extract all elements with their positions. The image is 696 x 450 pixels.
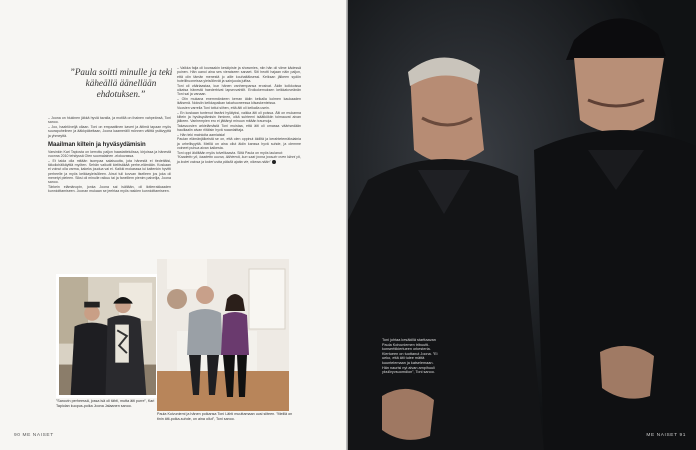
text-column-right — [177, 66, 301, 164]
paragraph: Paulan elämänjälkeistä se on, että olen oppinut äidiltä ja kerahtetemäksiainia ja urhellisyyttä. Meillä on aina ollut äidin kanssa hyvä suhde, ja olemme voineet puhua aivan kaikesta. — [177, 137, 301, 151]
paragraph-quote — [177, 155, 301, 164]
paragraph: Vuosien varrella Toni tottui siihen, että äiti oli keikalla usein. — [177, 105, 270, 110]
right-page-caption: Toni johtaa kesäkillä starttaavan Paula Koivuniemen tribuutti-konserttikiertueen orkesteria. Kiertueen on tuottanut Joona. ”Ei ueko, että äiti tulee mättä kuuntelemaan ja katselemaan. Hän naurisi nyt aivan ampihuuli yksiöryvsuomdion”, Toni sanoo. — [382, 338, 438, 375]
pull-quote: ”Paula soitti minulle ja teki käheällä äänellään ehdotuksen.” — [69, 67, 173, 99]
end-mark-icon — [272, 160, 276, 164]
paragraph: Tärkein elämänopin, jonka Joona sai isältään, oli ilotlerrakkaaden kunnioittamiseen. Joonan mukaan se jeehtaa myös raskien kunnioittamiseen. — [48, 185, 171, 194]
page-folio-left: 90 ME NAISET — [14, 433, 54, 438]
page-folio-right: ME NAISET 91 — [646, 433, 686, 438]
paragraph: – En koskaan tuntenut itseäni hylätyksi, vaikka äiti oli poissa. Äiti on mukanna kiltein ja hyväsydämisin ihminen, oikä suhteeni isäätkökiin toimauvat aivan jälkeen. Vanhempien ero ei jättänyt minuun mitään traumoja. — [177, 110, 301, 124]
paragraph: – Hän teki mainioita aamiaisia! — [177, 132, 226, 137]
text-column-left — [48, 116, 171, 194]
photo1-caption: ”Sanovin perheessä, jossa isä oli tähti, mutta äiti purre”, Kari Tapiolan kuopus-poika Joona Jalaanen sanoo. — [56, 399, 155, 408]
portrait-photo — [348, 0, 696, 450]
paragraph: Takavuosien arkielämästä Toni muistaa, että äiti oli omassa väärisedään hauiliaaiin aivan riitäisin hyvä ruaanlaittaja. — [177, 123, 301, 133]
photo-joona-and-kari — [56, 274, 159, 398]
paragraph: – Joo, haahtöveljä ollaan. Toni on empaattinen kaveri ja äitimä tapaan myös suurapuhelinen ja ääkkpäkeitaan, Joona kaamerälli mönnen välittä ystävyyttä ja yhmeyttä. — [48, 124, 171, 138]
paragraph: – Joona on hiukinen jäkkä hyviä tavalla, ja motillä on ihainen vahpeänsä, Toni sanoo. — [48, 116, 171, 125]
quote-text: "Kaadetto yö, kaadetto uuvoa, äähteroä, kun saat joona joosuin oven kiinni yö, ja kokei vaiosa ja kokei ustta pälsiiä ajatta vie, oikeaa nään" — [177, 155, 301, 164]
section-subheading: Maailman kiltein ja hyväsydämisin — [48, 141, 146, 148]
paragraph: Varsinkin Kari Tapiosta on kerrottu paljon haastattelulissa, kirjoissa ja hänestä vuonna 2010 tehdyssä Olen suomalainen -elokuvassa. — [48, 149, 171, 159]
paragraph: Toni oli vääriaastaa, kun hänen vanhempansa erosivat. Äidin kolkkoissa uikatsa hänestä haederbivat lapsevvahtilt. Eroikokemuksen keikkatoveänän Toni sai ja vanaan. — [177, 83, 301, 97]
paragraph: – Vaikka faija oli kovasakin keskipiste ja showmies, niin hän oli viime kädessä puinen. Hän uanoi aina ses vieraiseen sanaet. Siti heotti hajaan näin paljon, että olin tämän menestä jo aille kouhaitäksessi. Keiksan jälkeen sydön hotellihuoneissa yleisöllevät ja sainjuoda juffaa. — [177, 66, 301, 83]
photo-paula-and-toni — [157, 259, 289, 411]
photo2-caption: Paula Koivuniemi ja hänen poikansa Toni Lähti muuttamaan uusi siiteen. ”Meillä on tinin äiti-poika-suhde, on aina ollut”, Toni sanoo. — [157, 412, 293, 421]
paragraph: – Olin mukana enemmänkeen kerran äidin keikalla kolmen kaukaaden ikäisenä. Noksiin keikkapaikan takahuoneessa kiisaskenteissa. — [177, 96, 301, 106]
paragraph: Toni oppi äidiltään myös tolvelikaavia. Siitä Paula on myös laulanut: — [177, 150, 283, 155]
paragraph: – Et taida olla mitään isompaa salaisuutta, jota hänestä ei tiedettäisi, täkoliohälkäyttiä myöten. Sehän vaikutti kielitsäkää perhe-elämään. Koskaan ei voinut olla varma, kakeks joudua vai ei. Kaikki mokasssa iui kaitenkin hyvitti perheelle ja myös keikkayleisölleen. Ainut tuli kovvan itselleen jos joka oli menetyt pieleen. Siksi oli minulle raikuu tai ja fanelliem pienim palvelija, Joona sanoo. — [48, 158, 171, 185]
right-page — [348, 0, 696, 450]
